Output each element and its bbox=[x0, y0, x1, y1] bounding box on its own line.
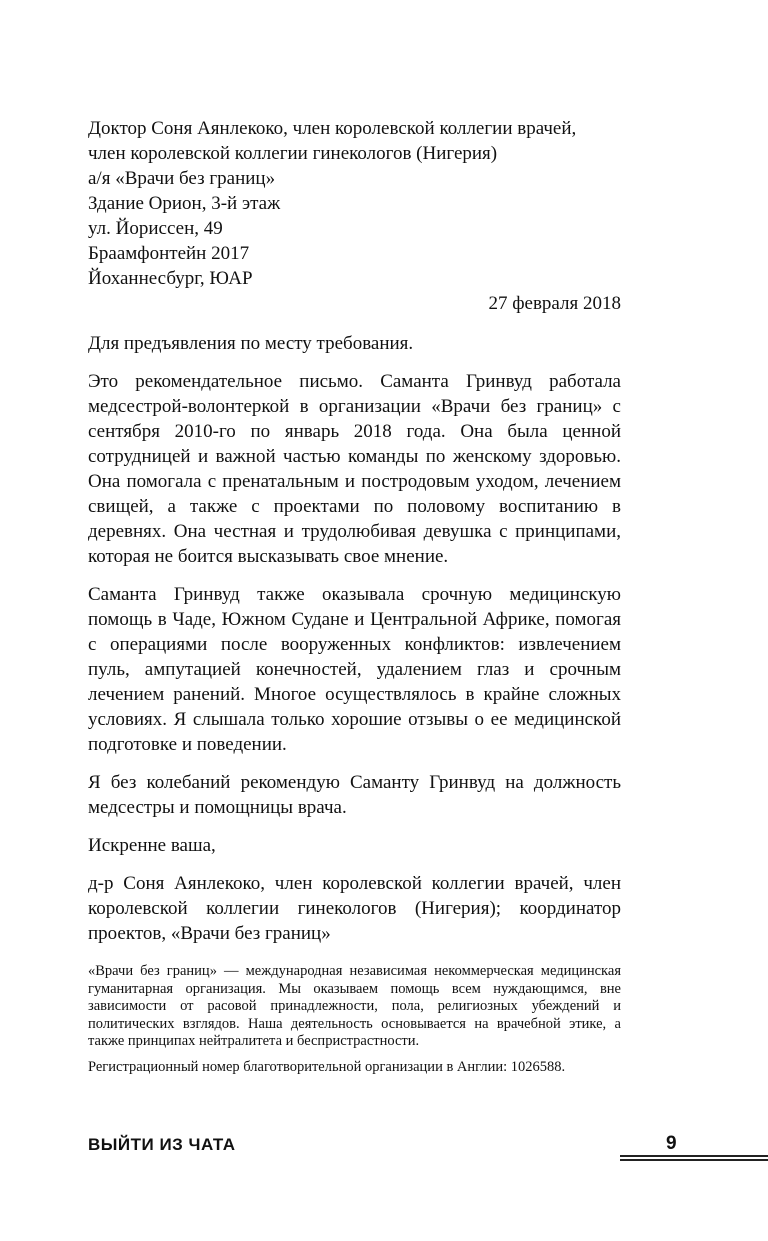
letter-paragraph: Это рекомендательное письмо. Саманта Гринвуд работала медсестрой-волонтеркой в организации «Врачи без границ» с сентября 2010-го по январь 2018 года. Она была ценной сотрудницей и важной частью команды по женскому здоровью. Она помогала с пренатальным и постродовым уходом, лечением свищей, а также с проектами по половому воспитанию в деревнях. Она честная и трудолюбивая девушка с принципами, которая не боится высказывать свое мнение. bbox=[88, 371, 621, 567]
sender-address bbox=[88, 116, 621, 291]
footnote: «Врачи без границ» — международная независимая некоммерческая медицинская гуманитарная организация. Мы оказываем помощь всем нуждающимся, вне зависимости от расовой принадлежности, пола, религиозных убеждений и политических взглядов. Наша деятельность основывается на врачебной этике, а также принципах нейтралитета и беспристрастности. bbox=[88, 963, 621, 1049]
address-line: а/я «Врачи без границ» bbox=[88, 168, 276, 189]
address-line: член королевской коллегии гинекологов (Нигерия) bbox=[88, 143, 498, 164]
footer-rule bbox=[620, 1159, 768, 1161]
address-line: ул. Йориссен, 49 bbox=[88, 218, 223, 239]
page-number: 9 bbox=[666, 1133, 677, 1154]
letter-signature: д-р Соня Аянлекоко, член королевской коллегии врачей, член королевской коллегии гинекологов (Нигерия); координатор проектов, «Врачи без границ» bbox=[88, 873, 621, 944]
footer-rule bbox=[620, 1155, 768, 1157]
address-line: Доктор Соня Аянлекоко, член королевской коллегии врачей, bbox=[88, 118, 577, 139]
address-line: Браамфонтейн 2017 bbox=[88, 243, 250, 264]
running-title: ВЫЙТИ ИЗ ЧАТА bbox=[88, 1135, 236, 1154]
address-line: Здание Орион, 3-й этаж bbox=[88, 193, 281, 214]
letter-paragraph: Я без колебаний рекомендую Саманту Гринвуд на должность медсестры и помощницы врача. bbox=[88, 772, 621, 818]
letter-paragraph: Саманта Гринвуд также оказывала срочную медицинскую помощь в Чаде, Южном Судане и Центральной Африке, помогая с операциями после вооруженных конфликтов: извлечением пуль, ампутацией конечностей, удалением глаз и срочным лечением ранений. Многое осуществлялось в крайне сложных условиях. Я слышала только хорошие отзывы о ее медицинской подготовке и поведении. bbox=[88, 584, 621, 755]
letter-date: 27 февраля 2018 bbox=[488, 293, 621, 314]
letter-closing: Искренне ваша, bbox=[88, 835, 216, 856]
address-line: Йоханнесбург, ЮАР bbox=[88, 268, 253, 289]
footnote: Регистрационный номер благотворительной организации в Англии: 1026588. bbox=[88, 1058, 566, 1075]
letter-salutation: Для предъявления по месту требования. bbox=[88, 333, 414, 354]
letter-page bbox=[88, 116, 621, 1076]
